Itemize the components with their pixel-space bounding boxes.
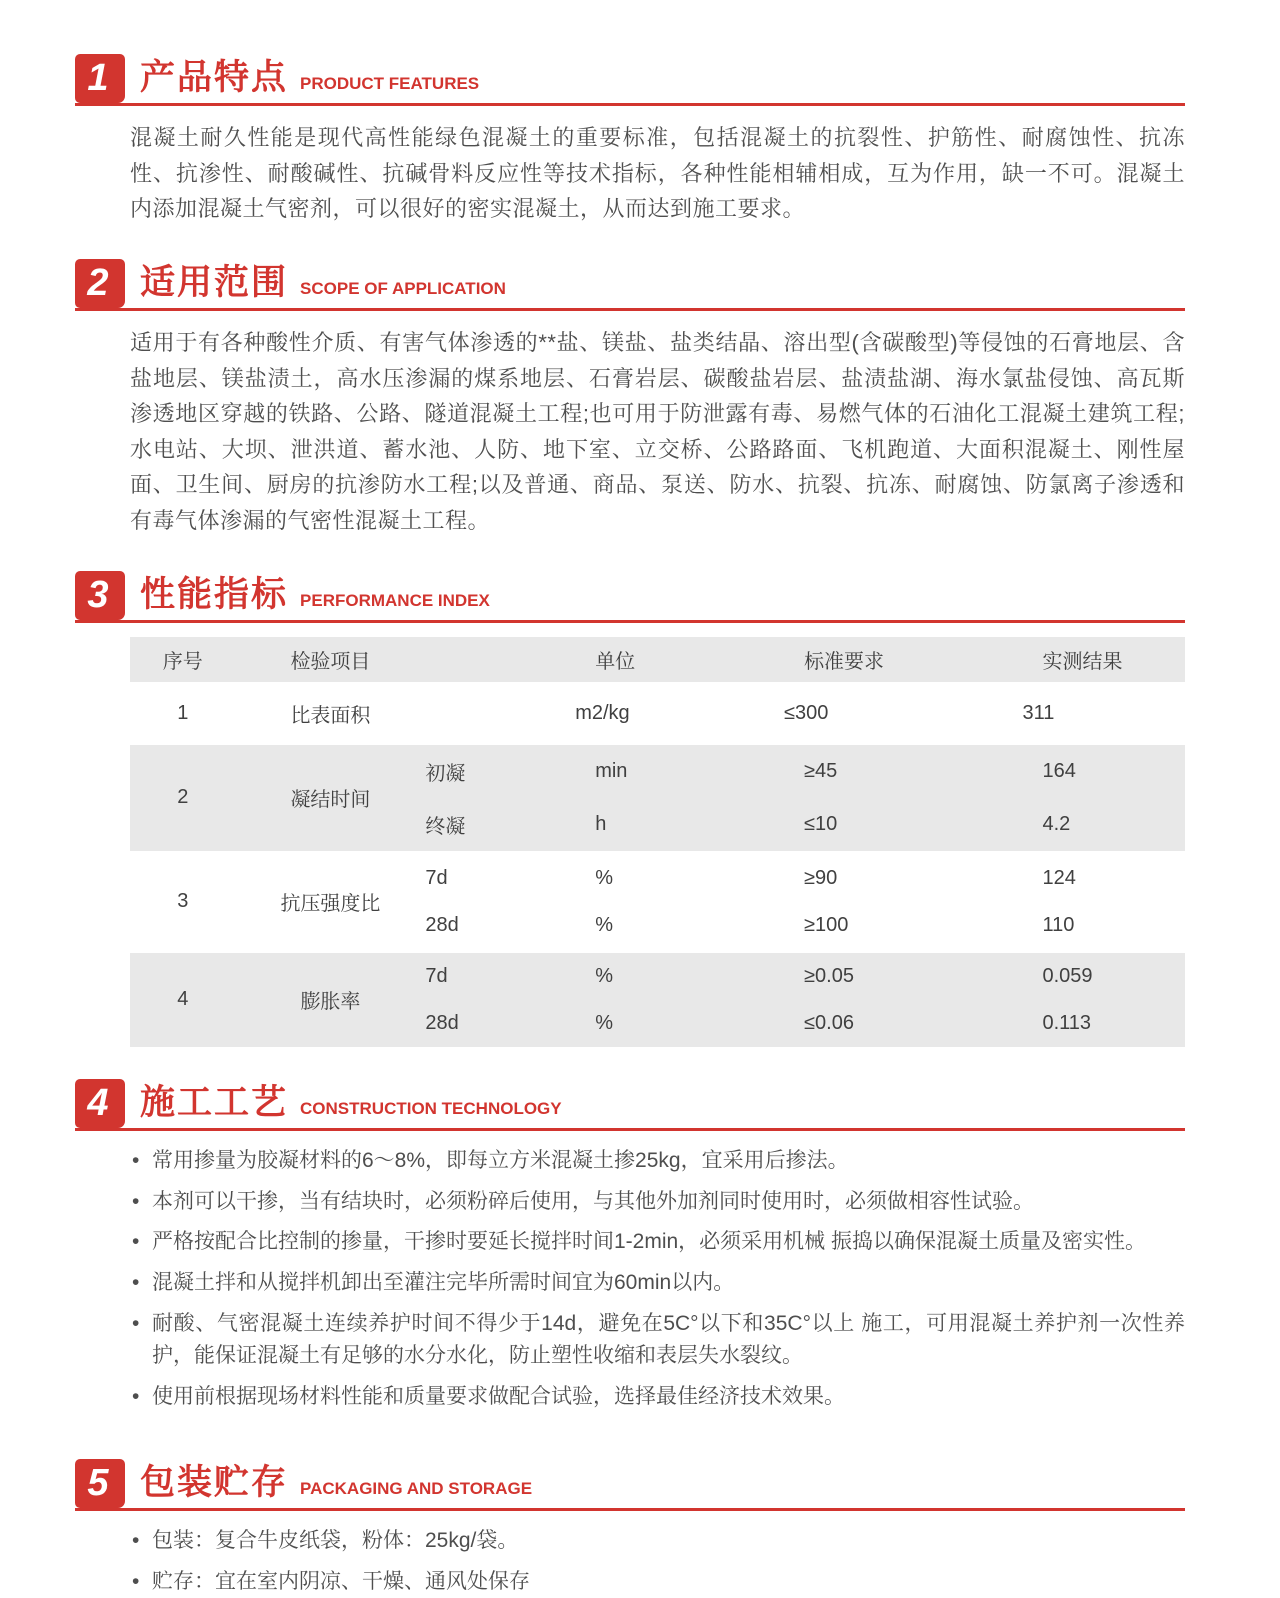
cell-unit: h: [575, 798, 784, 853]
cell-no: 1: [130, 684, 236, 743]
section-paragraph: 适用于有各种酸性介质、有害气体渗透的**盐、镁盐、盐类结晶、溶出型(含碳酸型)等侵蚀的石膏地层、含盐地层、镁盐渍土，高水压渗漏的煤系地层、石膏岩层、碳酸盐岩层、盐渍盐湖、海水氯盐侵蚀、高瓦斯渗透地区穿越的铁路、公路、隧道混凝土工程;也可用于防泄露有毒、易燃气体的石油化工混凝土建筑工程;水电站、大坝、泄洪道、蓄水池、人防、地下室、立交桥、公路路面、飞机跑道、大面积混凝土、刚性屋面、卫生间、厨房的抗渗防水工程;以及普通、商品、泵送、防水、抗裂、抗冻、耐腐蚀、防氯离子渗透和有毒气体渗漏的气密性混凝土工程。: [130, 329, 1185, 533]
cell-subitem: 初凝: [425, 743, 575, 798]
cell-unit: %: [575, 1000, 784, 1047]
cell-no: 2: [130, 743, 236, 853]
bullet-item: • 混凝土拌和从搅拌机卸出至灌注完毕所需时间宜为60min以内。: [130, 1267, 1185, 1299]
section-title-zh: 适用范围: [140, 262, 289, 302]
section-header: [75, 567, 1185, 623]
section-header: [75, 1075, 1185, 1131]
cell-result: 124: [1022, 853, 1185, 902]
section-title-zh: 施工工艺: [140, 1082, 289, 1122]
cell-unit: m2/kg: [575, 684, 784, 743]
table-row: [130, 743, 1185, 798]
cell-requirement: ≥100: [804, 913, 849, 936]
section-number-badge: 1: [75, 54, 125, 103]
section-titles: [140, 1075, 562, 1128]
section-titles: [140, 255, 506, 308]
cell-requirement: ≤300: [784, 684, 1022, 743]
cell-subitem: [425, 684, 575, 743]
cell-item: 膨胀率: [236, 951, 426, 1047]
column-header-result: 实测结果: [1022, 637, 1185, 684]
cell-result: 4.2: [1022, 798, 1185, 853]
cell-unit: %: [595, 913, 613, 936]
cell-unit: min: [575, 743, 784, 798]
cell-requirement: ≤10: [784, 798, 1022, 853]
section-title-zh: 产品特点: [140, 58, 289, 97]
cell-item: 凝结时间: [236, 743, 426, 853]
column-header-requirement: 标准要求: [784, 637, 1022, 684]
section-title-en: PRODUCT FEATURES: [300, 74, 480, 93]
cell-result: 0.059: [1022, 951, 1185, 1000]
column-header-item: 检验项目: [236, 637, 426, 684]
section-title-zh: 性能指标: [140, 574, 289, 614]
section-title-zh: 包装贮存: [140, 1462, 289, 1502]
section-number-badge: 5: [75, 1459, 125, 1508]
section-titles: [140, 1455, 532, 1508]
section-product-features: [75, 50, 1185, 227]
bullet-item: • 常用掺量为胶凝材料的6～8%，即每立方米混凝土掺25kg，宜采用后掺法。: [130, 1145, 1185, 1177]
bullet-list: [130, 1525, 1185, 1598]
cell-subitem: 28d: [425, 913, 459, 936]
cell-result: 110: [1042, 913, 1075, 936]
table-row: [130, 684, 1185, 743]
cell-result: 164: [1022, 743, 1185, 798]
section-title-en: CONSTRUCTION TECHNOLOGY: [300, 1098, 562, 1118]
cell-requirement: ≤0.06: [784, 1000, 1022, 1047]
cell-item: 比表面积: [236, 684, 426, 743]
column-header-subitem: [425, 637, 575, 684]
cell-requirement: ≥90: [784, 853, 1022, 902]
bullet-item: • 使用前根据现场材料性能和质量要求做配合试验，选择最佳经济技术效果。: [130, 1381, 1185, 1413]
section-title-en: SCOPE OF APPLICATION: [300, 278, 506, 298]
section-performance-index: [75, 567, 1185, 1047]
cell-subitem: 终凝: [425, 798, 575, 853]
section-titles: [140, 567, 490, 620]
section-number-badge: 3: [75, 571, 125, 620]
bullet-item: • 耐酸、气密混凝土连续养护时间不得少于14d，避免在5C°以下和35C°以上 施工，可用混凝土养护剂一次性养护，能保证混凝土有足够的水分水化，防止塑性收缩和表层失水裂纹。: [130, 1308, 1185, 1372]
cell-result: 311: [1022, 684, 1185, 743]
cell-unit: %: [575, 951, 784, 1000]
performance-table: [130, 637, 1185, 1047]
table-row: [130, 853, 1185, 902]
section-titles: [140, 50, 479, 103]
column-header-unit: 单位: [575, 637, 784, 684]
section-number-badge: 2: [75, 259, 125, 308]
section-number-badge: 4: [75, 1079, 125, 1128]
cell-subitem: 28d: [425, 1000, 575, 1047]
section-title-en: PERFORMANCE INDEX: [300, 590, 490, 610]
section-header: [75, 50, 1185, 106]
bullet-list: [130, 1145, 1185, 1413]
cell-subitem: 7d: [425, 853, 575, 902]
cell-unit: %: [575, 853, 784, 902]
cell-result: 0.113: [1022, 1000, 1185, 1047]
section-packaging-and-storage: [75, 1455, 1185, 1598]
section-paragraph: 混凝土耐久性能是现代高性能绿色混凝土的重要标准，包括混凝土的抗裂性、护筋性、耐腐蚀性、抗冻性、抗渗性、耐酸碱性、抗碱骨料反应性等技术指标，各种性能相辅相成，互为作用，缺一不可。混凝土内添加混凝土气密剂，可以很好的密实混凝土，从而达到施工要求。: [130, 125, 1185, 222]
cell-requirement: ≥45: [784, 743, 1022, 798]
bullet-item: • 包装：复合牛皮纸袋，粉体：25kg/袋。: [130, 1525, 1185, 1557]
cell-no: 4: [130, 951, 236, 1047]
section-title-en: PACKAGING AND STORAGE: [300, 1478, 533, 1498]
section-header: [75, 1455, 1185, 1511]
bullet-item: • 本剂可以干掺，当有结块时，必须粉碎后使用，与其他外加剂同时使用时，必须做相容性试验。: [130, 1186, 1185, 1218]
section-header: [75, 255, 1185, 311]
cell-no: 3: [130, 853, 236, 951]
table-header-row: [130, 637, 1185, 684]
bullet-item: • 贮存：宜在室内阴凉、干燥、通风处保存: [130, 1566, 1185, 1598]
cell-item: 抗压强度比: [236, 853, 426, 951]
section-scope-of-application: [75, 255, 1185, 539]
bullet-item: • 严格按配合比控制的掺量，干掺时要延长搅拌时间1-2min，必须采用机械 振捣以确保混凝土质量及密实性。: [130, 1226, 1185, 1258]
cell-subitem: 7d: [425, 951, 575, 1000]
table-row: [130, 951, 1185, 1000]
section-construction-technology: [75, 1075, 1185, 1413]
cell-requirement: ≥0.05: [784, 951, 1022, 1000]
column-header-no: 序号: [130, 637, 236, 684]
